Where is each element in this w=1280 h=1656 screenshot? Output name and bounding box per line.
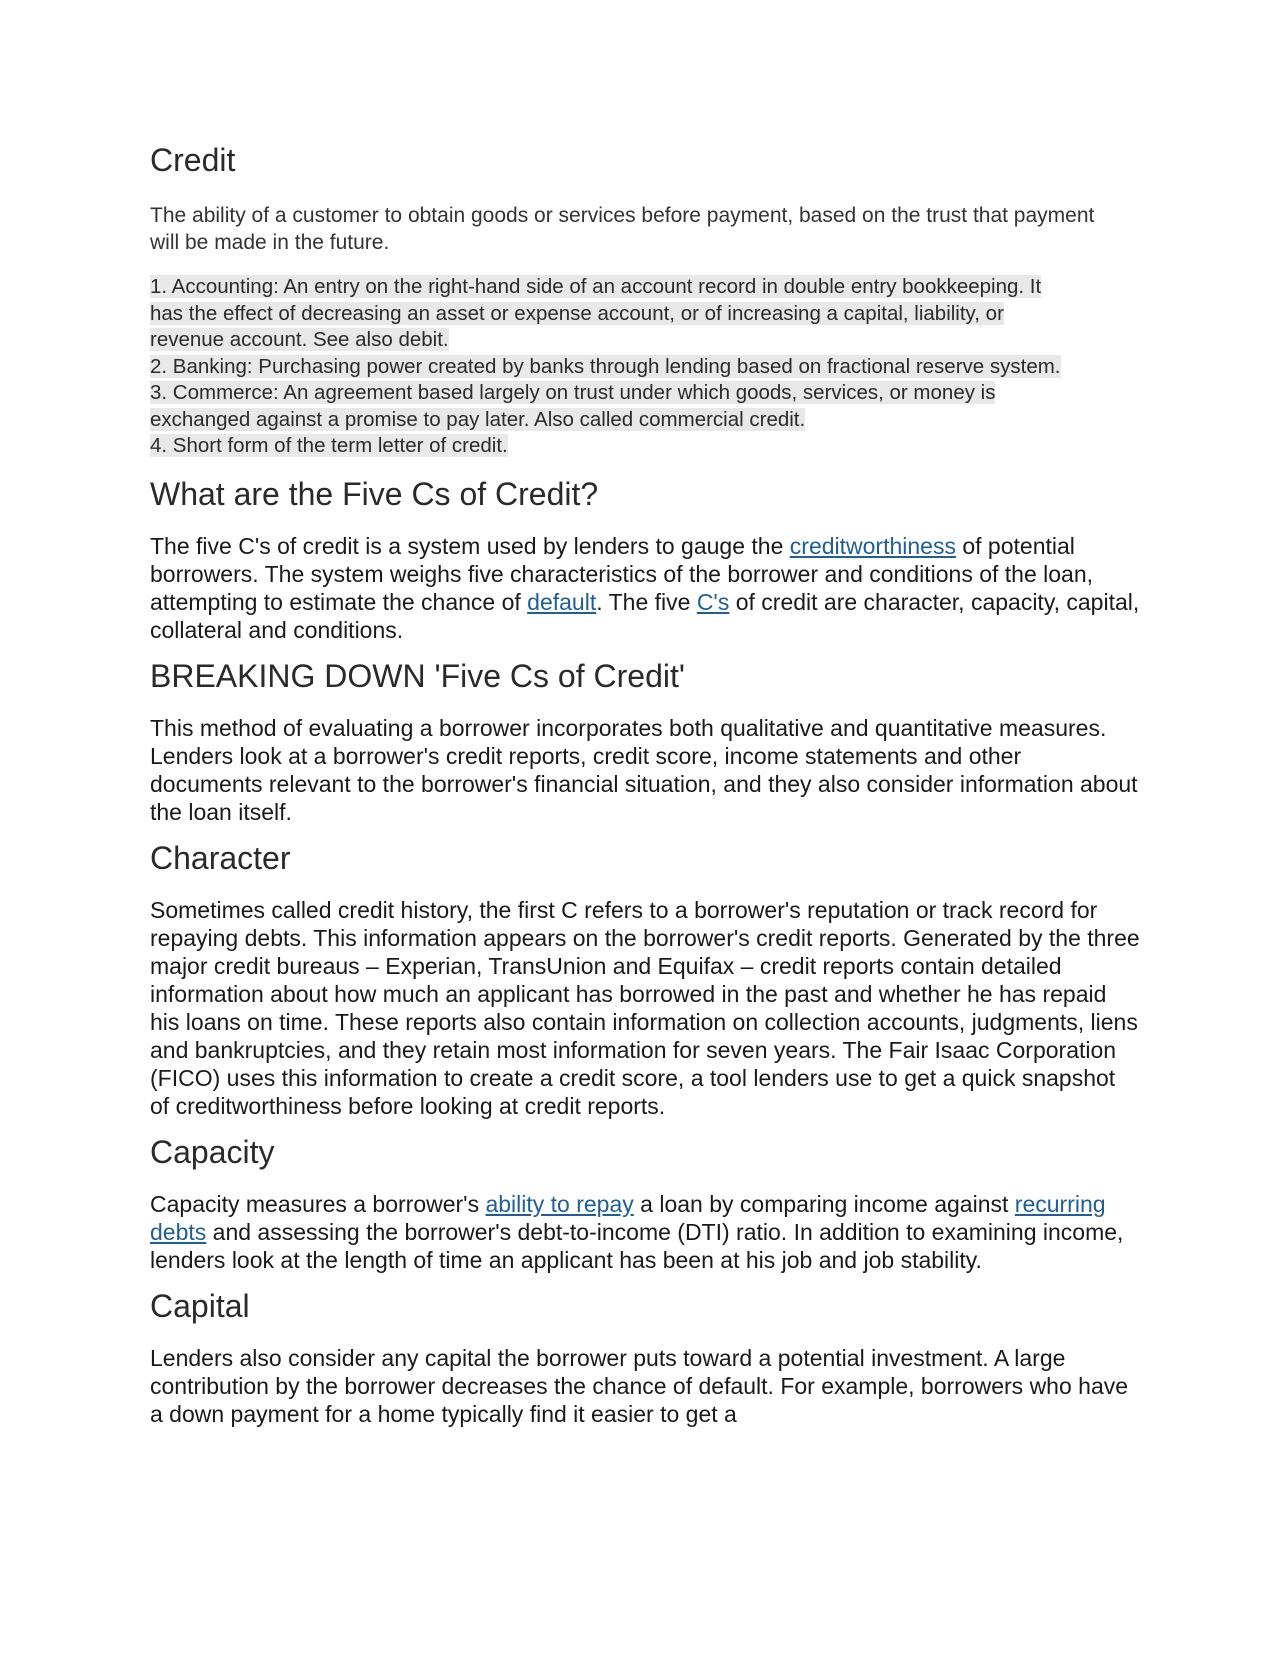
definition-item bbox=[150, 274, 1140, 301]
paragraph-text: Capacity measures a borrower's bbox=[150, 1190, 486, 1217]
definition-item bbox=[150, 433, 1140, 460]
five-cs-heading: What are the Five Cs of Credit? bbox=[150, 475, 599, 512]
ability-to-repay-link[interactable]: ability to repay bbox=[485, 1190, 634, 1217]
definition-text: exchanged against a promise to pay later. Also called commercial credit. bbox=[150, 407, 806, 431]
paragraph-text: . The five bbox=[596, 588, 697, 615]
definition-item bbox=[150, 301, 1140, 328]
definition-text: revenue account. See also debit. bbox=[150, 328, 449, 351]
capacity-heading: Capacity bbox=[150, 1133, 275, 1170]
definition-text: 4. Short form of the term letter of credit. bbox=[150, 434, 508, 457]
definition-text: 1. Accounting: An entry on the right-hand side of an account record in double entry bookkeeping. It bbox=[150, 275, 1042, 298]
paragraph-text: of potential borrowers. The system weighs five characteristics of the borrower and conditions of the loan, attempting to estimate the chance of bbox=[150, 532, 1094, 615]
capital-heading: Capital bbox=[150, 1287, 250, 1324]
paragraph-text: and assessing the borrower's debt-to-income (DTI) ratio. In addition to examining income, lenders look at the length of time an applicant has been at his job and job stability. bbox=[150, 1218, 1124, 1273]
capacity-paragraph bbox=[150, 1190, 1140, 1274]
credit-definitions bbox=[150, 274, 1140, 460]
paragraph-text: of credit are character, capacity, capital, collateral and conditions. bbox=[150, 588, 1140, 643]
definition-item bbox=[150, 327, 1140, 354]
paragraph-text: The five C's of credit is a system used by lenders to gauge the bbox=[150, 532, 790, 559]
definition-item bbox=[150, 354, 1140, 381]
cs-link[interactable]: C's bbox=[696, 588, 730, 615]
definition-item bbox=[150, 380, 1140, 407]
breaking-down-paragraph: This method of evaluating a borrower incorporates both qualitative and quantitative measures. Lenders look at a borrower's credit reports, credit score, income statements and other documents relevant to the borrower's financial situation, and they also consider information about the loan itself. bbox=[150, 714, 1138, 825]
definition-text: 3. Commerce: An agreement based largely on trust under which goods, services, or money is bbox=[150, 381, 996, 404]
definition-item bbox=[150, 407, 1140, 434]
recurring-debts-link[interactable]: recurring debts bbox=[150, 1190, 1106, 1245]
creditworthiness-link[interactable]: creditworthiness bbox=[789, 532, 956, 559]
character-heading: Character bbox=[150, 839, 291, 876]
breaking-down-heading: BREAKING DOWN 'Five Cs of Credit' bbox=[150, 657, 685, 694]
definition-text: 2. Banking: Purchasing power created by banks through lending based on fractional reserve system. bbox=[150, 354, 1061, 378]
character-paragraph: Sometimes called credit history, the first C refers to a borrower's reputation or track record for repaying debts. This information appears on the borrower's credit reports. Generated by the three major credit bureaus – Experian, TransUnion and Equifax – credit reports contain detailed information about how much an applicant has borrowed in the past and whether he has repaid his loans on time. These reports also contain information on collection accounts, judgments, liens and bankruptcies, and they retain most information for seven years. The Fair Isaac Corporation (FICO) uses this information to create a credit score, a tool lenders use to get a quick snapshot of creditworthiness before looking at credit reports. bbox=[150, 896, 1140, 1119]
credit-intro: The ability of a customer to obtain goods or services before payment, based on the trust that payment will be made in the future. bbox=[150, 204, 1095, 254]
default-link[interactable]: default bbox=[527, 588, 597, 615]
definition-text: has the effect of decreasing an asset or expense account, or of increasing a capital, liability, or bbox=[150, 301, 1004, 325]
capital-paragraph: Lenders also consider any capital the borrower puts toward a potential investment. A large contribution by the borrower decreases the chance of default. For example, borrowers who have a down payment for a home typically find it easier to get a bbox=[150, 1344, 1129, 1427]
five-cs-paragraph bbox=[150, 532, 1140, 644]
document-page bbox=[150, 140, 1140, 1440]
paragraph-text: a loan by comparing income against bbox=[633, 1190, 1015, 1217]
credit-heading: Credit bbox=[150, 142, 236, 178]
